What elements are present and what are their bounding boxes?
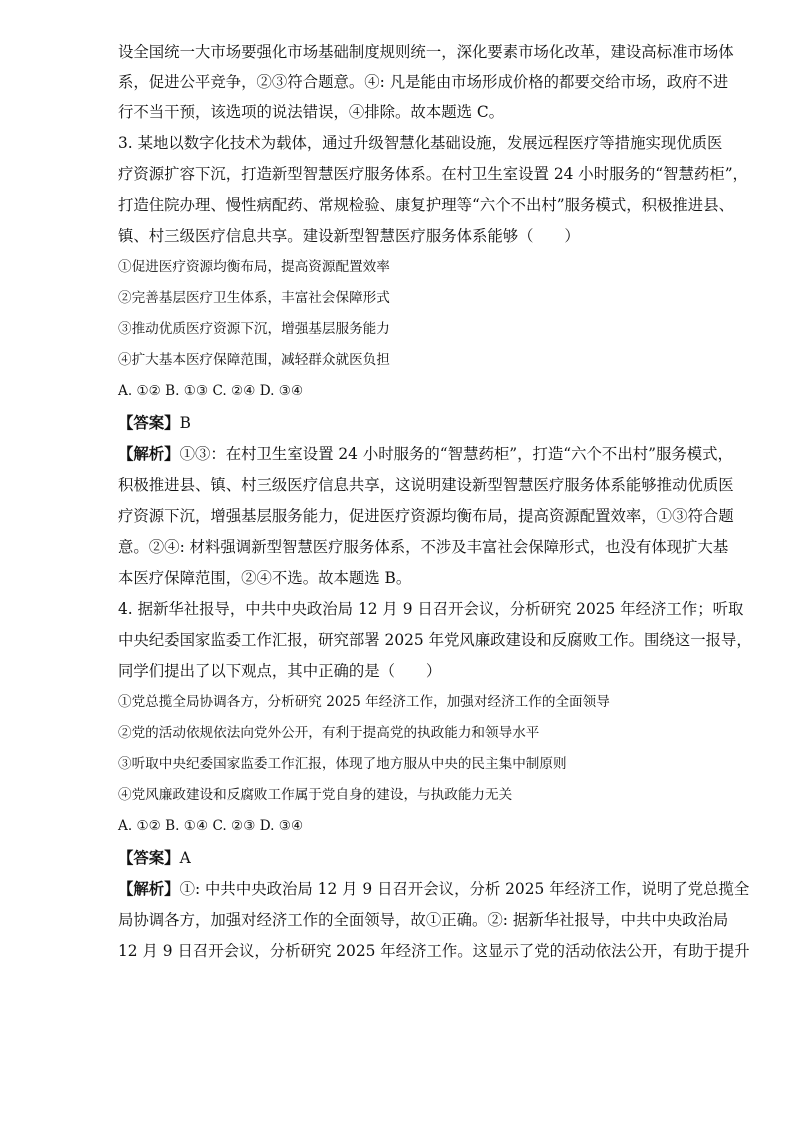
statement-3: ③听取中央纪委国家监委工作汇报，体现了地方服从中央的民主集中制原则 — [118, 756, 567, 772]
answer-label: 【答案】 — [118, 414, 180, 432]
statement-4: ④扩大基本医疗保障范围，减轻群众就医负担 — [118, 352, 390, 368]
text-line: 同学们提出了以下观点，其中正确的是（ ） — [118, 662, 442, 680]
statement-3: ③推动优质医疗资源下沉，增强基层服务能力 — [118, 321, 390, 337]
text-line: 局协调各方，加强对经济工作的全面领导，故①正确。②: 据新华社报导，中共中央政治局 — [118, 911, 729, 929]
answer-line — [118, 848, 191, 868]
text-line: 镇、村三级医疗信息共享。建设新型智慧医疗服务体系能够（ ） — [118, 227, 580, 245]
analysis-text: ①③：在村卫生室设置 24 小时服务的“智慧药柜”，打造“六个不出村”服务模式， — [179, 445, 733, 463]
answer-choices: A. ①② B. ①③ C. ②④ D. ③④ — [118, 383, 304, 399]
text-line: 打造住院办理、慢性病配药、常规检验、康复护理等“六个不出村”服务模式，积极推进县、 — [118, 196, 734, 214]
text-line: 意。②④: 材料强调新型智慧医疗服务体系，不涉及丰富社会保障形式，也没有体现扩大基 — [118, 538, 729, 556]
statement-1: ①党总揽全局协调各方，分析研究 2025 年经济工作，加强对经济工作的全面领导 — [118, 694, 610, 710]
analysis-line — [118, 444, 733, 464]
question-3-stem: 3. 某地以数字化技术为载体，通过升级智慧化基础设施，发展远程医疗等措施实现优质医 — [118, 134, 723, 152]
text-line: 疗资源下沉，增强基层服务能力，促进医疗资源均衡布局，提高资源配置效率，①③符合题 — [118, 507, 734, 525]
answer-label: 【答案】 — [118, 849, 180, 867]
text-line: 中央纪委国家监委工作汇报，研究部署 2025 年党风廉政建设和反腐败工作。围绕这一报导， — [118, 631, 752, 649]
text-line: 本医疗保障范围，②④不选。故本题选 B。 — [118, 569, 412, 587]
text-line: 系，促进公平竞争，②③符合题意。④: 凡是能由市场形成价格的都要交给市场，政府不进 — [118, 73, 729, 91]
answer-line — [118, 413, 191, 433]
text-line: 疗资源扩容下沉，打造新型智慧医疗服务体系。在村卫生室设置 24 小时服务的“智慧药柜”， — [118, 165, 748, 183]
statement-2: ②完善基层医疗卫生体系，丰富社会保障形式 — [118, 290, 390, 306]
answer-choices: A. ①② B. ①④ C. ②③ D. ③④ — [118, 818, 304, 834]
statement-1: ①促进医疗资源均衡布局，提高资源配置效率 — [118, 259, 390, 275]
text-line: 行不当干预，该选项的说法错误，④排除。故本题选 C。 — [118, 103, 505, 121]
text-line: 积极推进县、镇、村三级医疗信息共享，这说明建设新型智慧医疗服务体系能够推动优质医 — [118, 476, 734, 494]
analysis-text: ①: 中共中央政治局 12 月 9 日召开会议，分析 2025 年经济工作，说明了党总揽全 — [179, 880, 750, 898]
question-4-stem: 4. 据新华社报导，中共中央政治局 12 月 9 日召开会议，分析研究 2025 年经济工作；听取 — [118, 600, 744, 618]
answer-value: A — [179, 849, 191, 867]
answer-value: B — [179, 414, 191, 432]
statement-2: ②党的活动依规依法向党外公开，有利于提高党的执政能力和领导水平 — [118, 725, 540, 741]
text-line: 12 月 9 日召开会议，分析研究 2025 年经济工作。这显示了党的活动依法公开，有助于提升 — [118, 942, 750, 960]
analysis-label: 【解析】 — [118, 445, 180, 463]
statement-4: ④党风廉政建设和反腐败工作属于党自身的建设，与执政能力无关 — [118, 787, 513, 803]
analysis-line — [118, 879, 749, 899]
analysis-label: 【解析】 — [118, 880, 180, 898]
text-line: 设全国统一大市场要强化市场基础制度规则统一，深化要素市场化改革，建设高标准市场体 — [118, 43, 734, 61]
